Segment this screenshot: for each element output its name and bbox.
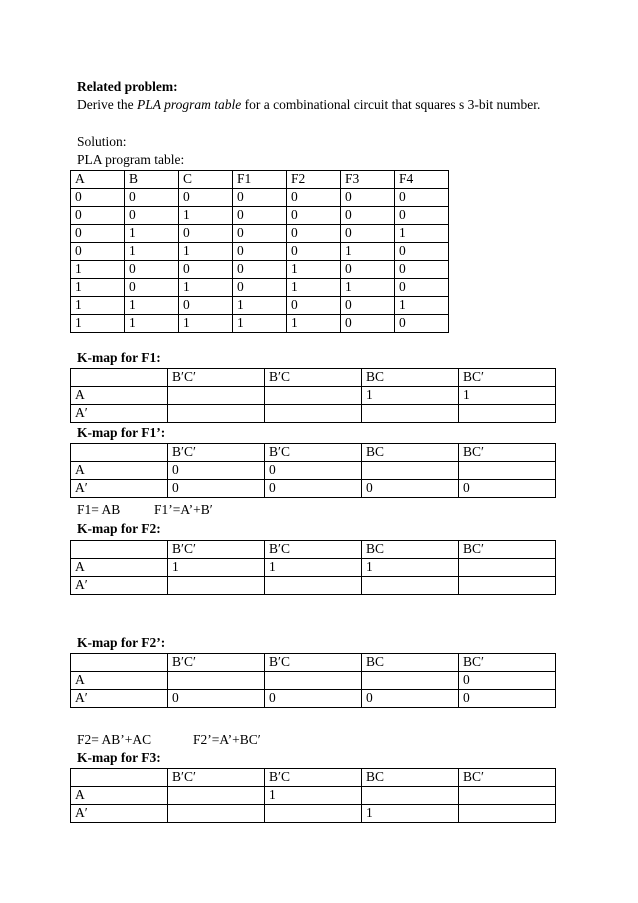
kmap-column-header: BC <box>362 769 459 787</box>
kmap-header-row <box>71 654 556 672</box>
pla-cell: 1 <box>287 261 341 279</box>
pla-cell: 0 <box>395 315 449 333</box>
kmap-column-header: B′C <box>265 444 362 462</box>
kmap-column-header: BC <box>362 369 459 387</box>
pla-cell: 0 <box>125 279 179 297</box>
pla-cell: 0 <box>233 243 287 261</box>
kmap-row <box>71 672 556 690</box>
pla-cell: 0 <box>233 189 287 207</box>
kmap-f3-table <box>70 768 556 823</box>
kmap-row-header: A <box>71 387 168 405</box>
kmap-column-header: B′C′ <box>168 769 265 787</box>
kmap-cell <box>362 577 459 595</box>
pla-cell: 0 <box>395 279 449 297</box>
kmap-header-row <box>71 541 556 559</box>
kmap-cell <box>265 672 362 690</box>
pla-cell: 1 <box>71 261 125 279</box>
pla-cell: 0 <box>125 207 179 225</box>
kmap-row-header: A <box>71 672 168 690</box>
kmap-column-header: B′C′ <box>168 654 265 672</box>
kmap-cell <box>265 805 362 823</box>
pla-cell: 1 <box>179 243 233 261</box>
kmap-f1c-title: K-map for F1’: <box>77 425 166 440</box>
kmap-cell <box>168 405 265 423</box>
pla-cell: 0 <box>341 297 395 315</box>
pla-cell: 1 <box>341 243 395 261</box>
kmap-cell: 0 <box>265 462 362 480</box>
pla-program-table <box>70 170 449 333</box>
kmap-cell <box>362 672 459 690</box>
pla-cell: 0 <box>287 189 341 207</box>
kmap-cell: 0 <box>362 690 459 708</box>
pla-header-cell: C <box>179 171 233 189</box>
pla-header-cell: F4 <box>395 171 449 189</box>
pla-cell: 0 <box>125 261 179 279</box>
pla-cell: 0 <box>287 297 341 315</box>
kmap-row <box>71 787 556 805</box>
pla-cell: 1 <box>233 297 287 315</box>
kmap-column-header <box>71 541 168 559</box>
kmap-cell <box>265 387 362 405</box>
kmap-cell <box>362 787 459 805</box>
pla-cell: 1 <box>395 225 449 243</box>
pla-cell: 1 <box>71 279 125 297</box>
pla-row <box>71 207 449 225</box>
kmap-row <box>71 559 556 577</box>
kmap-f2-title: K-map for F2: <box>77 521 161 536</box>
problem-emphasis: PLA program table <box>136 97 242 112</box>
kmap-column-header <box>71 444 168 462</box>
kmap-cell: 0 <box>362 480 459 498</box>
pla-cell: 1 <box>287 315 341 333</box>
pla-cell: 0 <box>179 261 233 279</box>
pla-cell: 0 <box>395 261 449 279</box>
kmap-column-header: BC′ <box>459 654 556 672</box>
kmap-column-header: B′C <box>265 769 362 787</box>
kmap-row-header: A′ <box>71 577 168 595</box>
pla-cell: 0 <box>71 243 125 261</box>
kmap-cell: 0 <box>459 672 556 690</box>
kmap-column-header <box>71 769 168 787</box>
pla-cell: 0 <box>395 207 449 225</box>
pla-cell: 1 <box>287 279 341 297</box>
kmap-row <box>71 690 556 708</box>
kmap-cell: 0 <box>168 462 265 480</box>
pla-row <box>71 189 449 207</box>
kmap-header-row <box>71 444 556 462</box>
pla-cell: 0 <box>233 279 287 297</box>
pla-cell: 0 <box>233 261 287 279</box>
pla-cell: 0 <box>341 225 395 243</box>
pla-header-cell: F2 <box>287 171 341 189</box>
pla-cell: 0 <box>341 315 395 333</box>
kmap-cell: 1 <box>459 387 556 405</box>
kmap-row <box>71 577 556 595</box>
kmap-column-header: B′C′ <box>168 369 265 387</box>
problem-suffix: for a combinational circuit that squares s 3-bit number. <box>241 97 541 112</box>
kmap-cell <box>459 787 556 805</box>
kmap-column-header: BC <box>362 444 459 462</box>
pla-cell: 1 <box>71 315 125 333</box>
kmap-row <box>71 805 556 823</box>
kmap-header-row <box>71 369 556 387</box>
pla-cell: 1 <box>179 315 233 333</box>
kmap-row-header: A′ <box>71 805 168 823</box>
kmap-f1-table <box>70 368 556 423</box>
pla-header-cell: B <box>125 171 179 189</box>
kmap-row-header: A <box>71 787 168 805</box>
problem-prefix: Derive the <box>77 97 137 112</box>
pla-cell: 0 <box>395 243 449 261</box>
pla-header-cell: A <box>71 171 125 189</box>
pla-cell: 1 <box>125 297 179 315</box>
pla-cell: 0 <box>71 189 125 207</box>
kmap-f2c-table <box>70 653 556 708</box>
pla-cell: 0 <box>233 207 287 225</box>
kmap-cell <box>168 577 265 595</box>
kmap-column-header: B′C <box>265 541 362 559</box>
kmap-cell: 0 <box>265 480 362 498</box>
pla-cell: 1 <box>179 207 233 225</box>
pla-cell: 0 <box>233 225 287 243</box>
kmap-row-header: A′ <box>71 405 168 423</box>
kmap-row-header: A <box>71 462 168 480</box>
kmap-row-header: A′ <box>71 690 168 708</box>
pla-cell: 0 <box>341 207 395 225</box>
kmap-cell: 1 <box>265 787 362 805</box>
kmap-f2c-title: K-map for F2’: <box>77 635 166 650</box>
kmap-cell: 0 <box>459 690 556 708</box>
pla-header-row <box>71 171 449 189</box>
kmap-cell <box>362 405 459 423</box>
kmap-row <box>71 387 556 405</box>
kmap-column-header: BC′ <box>459 369 556 387</box>
kmap-f1-title: K-map for F1: <box>77 350 161 365</box>
kmap-cell <box>168 805 265 823</box>
pla-label: PLA program table: <box>77 152 185 167</box>
kmap-cell: 1 <box>265 559 362 577</box>
kmap-cell: 0 <box>265 690 362 708</box>
pla-cell: 0 <box>179 297 233 315</box>
pla-cell: 1 <box>71 297 125 315</box>
pla-cell: 1 <box>125 243 179 261</box>
kmap-column-header: B′C <box>265 654 362 672</box>
kmap-cell <box>168 387 265 405</box>
pla-row <box>71 225 449 243</box>
pla-cell: 1 <box>395 297 449 315</box>
kmap-cell: 1 <box>168 559 265 577</box>
kmap-cell: 1 <box>362 387 459 405</box>
pla-header-cell: F3 <box>341 171 395 189</box>
kmap-cell: 0 <box>459 480 556 498</box>
kmap-row-header: A <box>71 559 168 577</box>
pla-cell: 0 <box>179 189 233 207</box>
pla-row <box>71 261 449 279</box>
kmap-column-header: BC <box>362 654 459 672</box>
pla-cell: 1 <box>179 279 233 297</box>
pla-cell: 1 <box>125 315 179 333</box>
solution-label: Solution: <box>77 134 127 149</box>
pla-row <box>71 297 449 315</box>
pla-cell: 0 <box>287 225 341 243</box>
kmap-cell <box>362 462 459 480</box>
kmap-cell <box>265 405 362 423</box>
pla-cell: 0 <box>287 243 341 261</box>
pla-header-cell: F1 <box>233 171 287 189</box>
pla-cell: 1 <box>233 315 287 333</box>
kmap-cell <box>459 405 556 423</box>
equation-f1c: F1’=A’+B′ <box>154 502 213 517</box>
pla-cell: 0 <box>179 225 233 243</box>
pla-row <box>71 243 449 261</box>
pla-cell: 0 <box>341 189 395 207</box>
kmap-row-header: A′ <box>71 480 168 498</box>
pla-cell: 1 <box>125 225 179 243</box>
kmap-cell <box>168 672 265 690</box>
kmap-column-header: BC′ <box>459 541 556 559</box>
kmap-f2-table <box>70 540 556 595</box>
equation-f2: F2= AB’+AC <box>77 732 152 747</box>
kmap-cell: 0 <box>168 690 265 708</box>
pla-cell: 0 <box>341 261 395 279</box>
kmap-column-header: BC′ <box>459 769 556 787</box>
problem-statement <box>77 97 557 113</box>
kmap-cell: 0 <box>168 480 265 498</box>
kmap-cell <box>459 559 556 577</box>
kmap-cell: 1 <box>362 559 459 577</box>
pla-cell: 0 <box>125 189 179 207</box>
pla-row <box>71 279 449 297</box>
pla-cell: 0 <box>71 225 125 243</box>
kmap-column-header: BC′ <box>459 444 556 462</box>
kmap-column-header: B′C′ <box>168 444 265 462</box>
kmap-f1c-table <box>70 443 556 498</box>
kmap-row <box>71 480 556 498</box>
kmap-cell <box>265 577 362 595</box>
equation-f2c: F2’=A’+BC′ <box>193 732 261 747</box>
pla-row <box>71 315 449 333</box>
kmap-cell <box>459 805 556 823</box>
kmap-header-row <box>71 769 556 787</box>
pla-cell: 0 <box>395 189 449 207</box>
pla-cell: 1 <box>341 279 395 297</box>
kmap-column-header: B′C′ <box>168 541 265 559</box>
pla-cell: 0 <box>287 207 341 225</box>
kmap-column-header: B′C <box>265 369 362 387</box>
pla-cell: 0 <box>71 207 125 225</box>
kmap-row <box>71 405 556 423</box>
kmap-column-header <box>71 369 168 387</box>
equation-f1: F1= AB <box>77 502 121 517</box>
kmap-cell <box>168 787 265 805</box>
related-problem-heading: Related problem: <box>77 79 178 94</box>
kmap-column-header: BC <box>362 541 459 559</box>
kmap-cell: 1 <box>362 805 459 823</box>
kmap-f3-title: K-map for F3: <box>77 750 161 765</box>
kmap-column-header <box>71 654 168 672</box>
kmap-cell <box>459 577 556 595</box>
kmap-row <box>71 462 556 480</box>
kmap-cell <box>459 462 556 480</box>
